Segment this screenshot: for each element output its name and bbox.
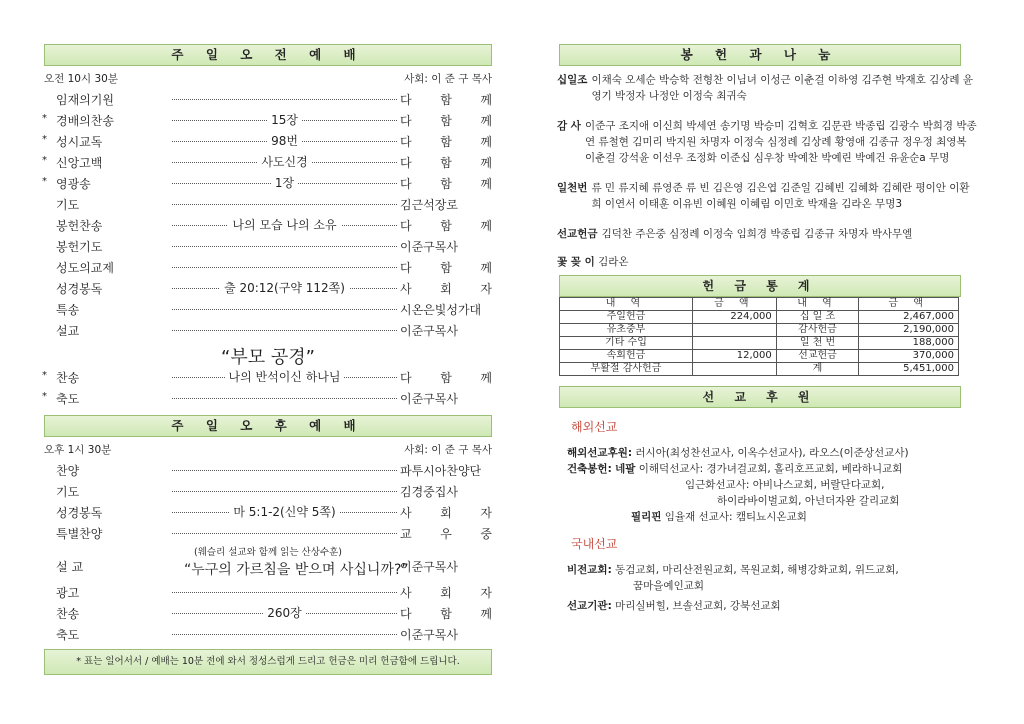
order-content-wrap [172,111,397,128]
worship-note: * 표는 일어서서 / 예배는 10분 전에 와서 정성스럽게 드리고 헌금은 미리 헌금함에 드립니다. [44,649,492,675]
order-row [44,173,492,194]
offering-names: 김덕찬 주은중 심정례 이정숙 임희경 박종립 김종규 차명자 박사무엘 [601,228,913,240]
order-label: 성시교독 [56,135,103,149]
dotted-leader [172,491,397,492]
order-label: 특별찬양 [56,527,103,541]
finance-item: 주일헌금 [560,311,693,324]
order-person: 김경중집사 [400,485,458,499]
overseas-building-line [567,461,977,477]
order-content: 출 20:12(구약 112쪽) [220,281,349,295]
domestic-vision-line [567,562,977,578]
dotted-leader [172,470,397,471]
order-person: 교 우 중 [400,527,492,541]
order-row [44,582,492,603]
finance-row [560,350,959,363]
afternoon-time: 오후 1시 30분 [44,444,112,456]
order-label: 설교 [56,324,80,338]
offering-category: 감 사 [557,120,581,132]
order-row [44,460,492,481]
offering-names: 이준구 조지애 이신희 박세연 송기명 박승미 김혁호 김문관 박종립 김광수 박희경 박종연 류철현 김미리 박지원 차명자 이정숙 심정례 김상례 황영애 김종규 정우정 최영복 이춘걸 강석윤 이선우 조정화 이준십 심우창 박예찬 박예린 박예건 유윤순a 무명 [584,120,977,164]
flower-name: 김라온 [598,256,629,268]
order-label: 기도 [56,485,80,499]
finance-header-row [560,298,959,311]
finance-item: 일 천 번 [776,337,858,350]
order-row [44,236,492,257]
order-label: 특송 [56,303,80,317]
offering-category: 십일조 [557,74,588,86]
order-person: 이준구목사 [400,324,458,338]
dotted-leader [172,99,397,100]
order-person: 다 함 께 [400,93,492,107]
order-person: 사 회 자 [400,506,492,520]
order-content-wrap [172,153,397,170]
finance-item: 계 [776,363,858,376]
morning-order-list-closing [44,367,492,409]
order-row [44,367,492,388]
offering-category: 선교헌금 [557,228,598,240]
morning-leader: 사회: 이 준 구 목사 [404,73,492,85]
order-label: 축도 [56,392,80,406]
order-row [44,523,492,544]
morning-service-header: 주 일 오 전 예 배 [44,44,492,66]
overseas-building-line: 임근화선교사: 아비나스교회, 버랄단다교회, [685,479,885,491]
offering-header: 봉 헌 과 나 눔 [559,44,961,66]
morning-order-list [44,89,492,341]
order-row [44,152,492,173]
domestic-mission-label: 국내선교 [571,537,618,551]
order-label: 찬양 [56,464,80,478]
finance-amount: 12,000 [692,350,776,363]
standing-mark: * [42,134,47,145]
finance-amount: 5,451,000 [859,363,959,376]
afternoon-service-header: 주 일 오 후 예 배 [44,415,492,437]
flower-label: 꽃 꽂 이 [557,256,595,268]
order-label: 성경봉독 [56,506,103,520]
afternoon-sermon-title: “누구의 가르침을 받으며 사십니까?” [184,562,409,578]
mission-value: 이해덕선교사: 경가녀걸교회, 홀리호프교회, 베라하니교회 [638,463,903,475]
order-content-wrap [172,279,397,296]
order-person: 다 함 께 [400,371,492,385]
order-person: 다 함 께 [400,156,492,170]
order-content: 15장 [267,113,302,127]
offering-category: 일천번 [557,182,588,194]
overseas-mission-line [567,445,977,461]
sermon-subtitle: (웨슬리 설교와 함께 읽는 산상수훈) [194,547,342,558]
order-label: 찬송 [56,371,80,385]
finance-header-cell: 내 역 [560,298,693,311]
finance-row [560,324,959,337]
mission-value: 마리실버힐, 브솔선교회, 강북선교회 [615,600,781,612]
order-row [44,320,492,341]
overseas-mission-label: 해외선교 [571,420,618,434]
finance-amount: 224,000 [692,311,776,324]
finance-item: 유초중부 [560,324,693,337]
order-row [44,278,492,299]
offering-group [557,180,977,212]
afternoon-service-info [44,442,492,457]
mission-value: 러시아(최성찬선교사, 이옥수선교사), 라오스(이준상선교사) [635,447,909,459]
morning-service-info [44,71,492,86]
mission-key: 해외선교후원: [567,447,633,459]
afternoon-leader: 사회: 이 준 구 목사 [404,444,492,456]
order-row [44,502,492,523]
finance-amount: 188,000 [859,337,959,350]
order-label: 임재의기원 [56,93,114,107]
dotted-leader [172,246,397,247]
order-content: 1장 [271,176,298,190]
finance-item: 선교헌금 [776,350,858,363]
order-content-wrap [172,174,397,191]
order-row [44,131,492,152]
finance-amount: 2,467,000 [859,311,959,324]
right-column [557,44,977,614]
order-content: 나의 반석이신 하나님 [225,370,345,384]
dotted-leader [172,634,397,635]
overseas-building-line: 하이라바이벌교회, 아넌더자완 갈리교회 [717,495,900,507]
dotted-leader [172,398,397,399]
order-person: 사 회 자 [400,282,492,296]
order-person: 이준구목사 [400,392,458,406]
dotted-leader [172,592,397,593]
order-content-wrap [172,216,397,233]
mission-value: 임율재 선교사: 캠티뇨시온교회 [664,511,807,523]
order-person: 다 함 께 [400,261,492,275]
missions-header: 선 교 후 원 [559,386,961,408]
order-person: 다 함 께 [400,135,492,149]
standing-mark: * [42,113,47,124]
finance-amount [692,324,776,337]
order-person: 다 함 께 [400,114,492,128]
order-person: 이준구목사 [400,560,458,574]
mission-key: 비전교회: [567,564,612,576]
dotted-leader [172,309,397,310]
order-person: 다 함 께 [400,177,492,191]
finance-amount [692,363,776,376]
order-row [44,624,492,645]
finance-amount: 370,000 [859,350,959,363]
order-person: 파투시아찬양단 [400,464,482,478]
morning-sermon-title: “부모 공경” [221,347,315,368]
overseas-philippines-line [631,509,977,525]
mission-key: 선교기관: [567,600,612,612]
order-label: 찬송 [56,607,80,621]
mission-value: 동검교회, 마리산전원교회, 목원교회, 해병강화교회, 위드교회, [615,564,899,576]
order-person: 다 함 께 [400,607,492,621]
finance-header-cell: 금 액 [859,298,959,311]
mission-country: 네팔 [615,463,636,475]
order-row [44,110,492,131]
order-row [44,481,492,502]
finance-item: 속회헌금 [560,350,693,363]
order-content-wrap [172,604,397,621]
afternoon-order-list-closing [44,582,492,645]
order-person: 이준구목사 [400,240,458,254]
finance-header-cell: 금 액 [692,298,776,311]
order-label: 신앙고백 [56,156,103,170]
afternoon-order-list [44,460,492,544]
order-row [44,603,492,624]
order-row [44,215,492,236]
order-content: 나의 모습 나의 소유 [228,218,340,232]
order-person: 다 함 께 [400,219,492,233]
mission-key: 건축봉헌: [567,463,612,475]
order-label: 영광송 [56,177,91,191]
dotted-leader [172,330,397,331]
order-label: 설교 [56,560,88,574]
dotted-leader [172,204,397,205]
mission-country: 필리핀 [631,511,662,523]
finance-header: 헌 금 통 계 [559,275,961,297]
order-label: 봉헌찬송 [56,219,103,233]
order-row [44,89,492,110]
order-label: 축도 [56,628,80,642]
finance-row [560,311,959,324]
order-person: 사 회 자 [400,586,492,600]
order-person: 김근석장로 [400,198,458,212]
order-content: 98번 [267,134,302,148]
order-row [44,299,492,320]
domestic-org-line [567,598,977,614]
order-label: 성도의교제 [56,261,114,275]
offering-names: 류 민 류지혜 류영준 류 빈 김은영 김은엽 김준일 김혜빈 김혜화 김혜란 평이안 이환희 이연서 이태훈 이유빈 이혜원 이혜림 이민호 박재율 김라온 무명3 [591,182,970,210]
order-label: 기도 [56,198,80,212]
standing-mark: * [42,370,47,381]
order-row [44,257,492,278]
order-person: 시온은빛성가대 [400,303,482,317]
dotted-leader [172,267,397,268]
finance-table [559,297,959,376]
afternoon-sermon-row [44,544,492,582]
domestic-vision-line: 꿈마을예인교회 [633,580,705,592]
finance-item: 부활절 감사헌금 [560,363,693,376]
finance-amount: 2,190,000 [859,324,959,337]
offering-list [557,72,977,242]
order-label: 광고 [56,586,80,600]
left-column [44,44,492,675]
order-person: 이준구목사 [400,628,458,642]
dotted-leader [172,533,397,534]
order-row [44,194,492,215]
order-content-wrap [172,503,397,520]
order-content-wrap [172,132,397,149]
finance-amount [692,337,776,350]
finance-header-cell: 내 역 [776,298,858,311]
finance-item: 십 일 조 [776,311,858,324]
order-content-wrap [172,368,397,385]
order-content: 사도신경 [257,155,311,169]
finance-row [560,337,959,350]
standing-mark: * [42,176,47,187]
finance-item: 감사헌금 [776,324,858,337]
offering-group [557,118,977,166]
order-label: 경배의찬송 [56,114,114,128]
standing-mark: * [42,391,47,402]
offering-names: 이채숙 오세순 박승학 전형찬 이님녀 이성근 이춘걸 이하영 김주현 박재호 김상례 윤영기 박정자 나정안 이정숙 최귀숙 [591,74,974,102]
flower-row [557,254,977,269]
finance-item: 기타 수입 [560,337,693,350]
offering-group [557,226,977,242]
offering-group [557,72,977,104]
order-row [44,388,492,409]
order-label: 성경봉독 [56,282,103,296]
order-content: 260장 [263,606,306,620]
morning-time: 오전 10시 30분 [44,73,118,85]
order-label: 봉헌기도 [56,240,103,254]
standing-mark: * [42,155,47,166]
order-content: 마 5:1-2(신약 5쪽) [229,505,339,519]
finance-row [560,363,959,376]
